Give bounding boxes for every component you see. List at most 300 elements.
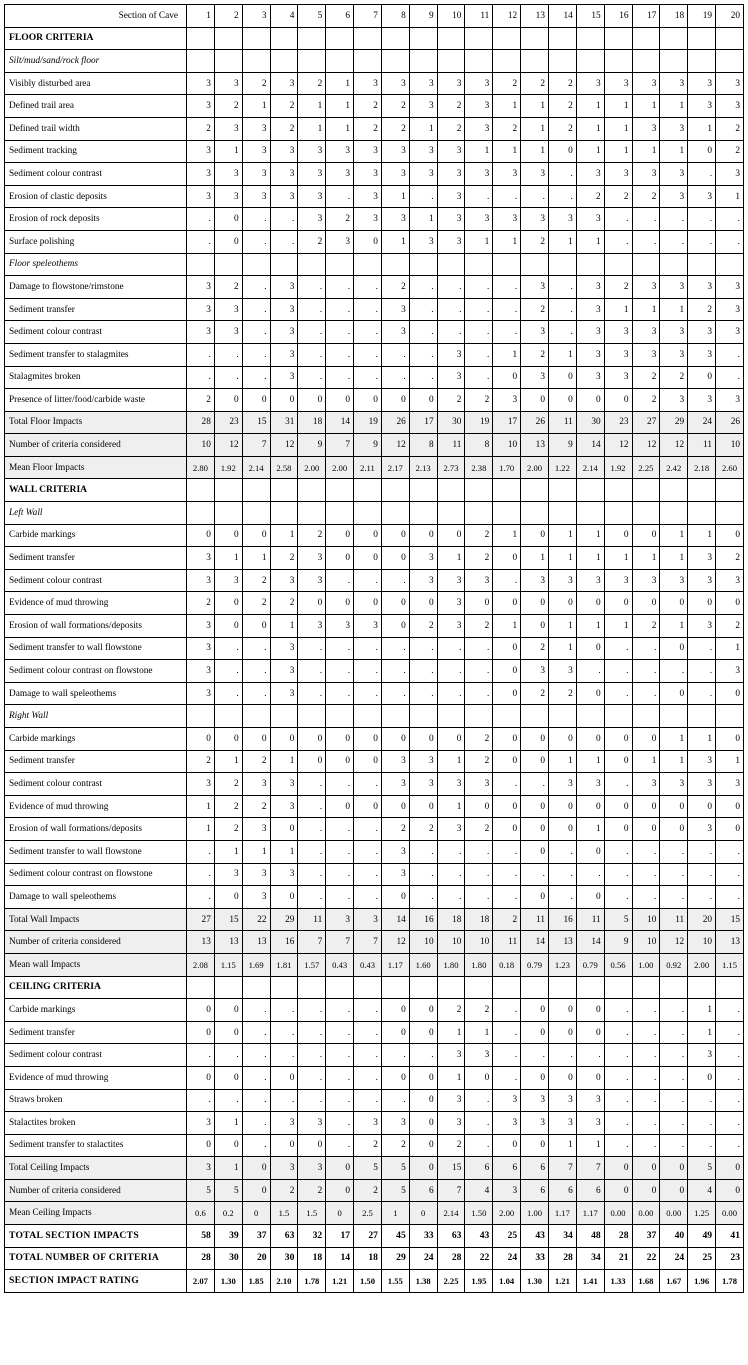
cell-value: 2	[409, 818, 437, 841]
cell-value: 4	[465, 1179, 493, 1202]
cell-value: .	[187, 863, 215, 886]
cell-value	[381, 705, 409, 728]
cell-value: 3	[298, 140, 326, 163]
cell-value: .	[326, 276, 354, 299]
criteria-row	[5, 298, 744, 321]
cell-value: 0	[187, 1066, 215, 1089]
cell-value: 6	[548, 1179, 576, 1202]
cell-value: 2	[214, 276, 242, 299]
cell-value: 3	[688, 276, 716, 299]
criteria-row	[5, 524, 744, 547]
cell-value: 3	[660, 72, 688, 95]
cell-value: 1	[604, 140, 632, 163]
cell-value: .	[688, 1134, 716, 1157]
criteria-row	[5, 592, 744, 615]
cell-value: 7	[326, 931, 354, 954]
cell-value: 0	[604, 1179, 632, 1202]
cell-value: .	[187, 343, 215, 366]
cell-value: .	[354, 773, 382, 796]
cell-value: 3	[409, 163, 437, 186]
cell-value: 1	[521, 547, 549, 570]
cell-value: 1.68	[632, 1270, 660, 1293]
cell-value	[437, 502, 465, 525]
cell-value: 2.14	[242, 456, 270, 479]
cell-value: 1.92	[604, 456, 632, 479]
cell-value: 1	[187, 795, 215, 818]
cell-value: 3	[354, 208, 382, 231]
cell-value: 12	[381, 434, 409, 457]
cell-value: 1	[242, 95, 270, 118]
cell-value: .	[604, 1044, 632, 1067]
cell-value: 3	[548, 208, 576, 231]
criteria-row	[5, 750, 744, 773]
cell-value: .	[187, 1044, 215, 1067]
cell-value	[326, 50, 354, 73]
cell-value: 1.69	[242, 953, 270, 976]
cell-value: 0	[521, 840, 549, 863]
cell-value: 3	[632, 773, 660, 796]
cell-value: .	[521, 185, 549, 208]
cell-value: 3	[298, 569, 326, 592]
cell-value: 1	[214, 1112, 242, 1135]
cell-value: .	[632, 840, 660, 863]
cell-value	[270, 976, 298, 999]
cell-value	[632, 253, 660, 276]
header-label: Section of Cave	[5, 5, 187, 28]
cell-value: .	[437, 840, 465, 863]
cell-value: 27	[632, 411, 660, 434]
cell-value	[242, 50, 270, 73]
cell-value: 39	[214, 1225, 242, 1248]
cell-value: 3	[576, 298, 604, 321]
cell-value: .	[242, 1044, 270, 1067]
cell-value: 0.43	[326, 953, 354, 976]
summary-row	[5, 1202, 744, 1225]
criteria-row	[5, 185, 744, 208]
cell-value: 34	[548, 1225, 576, 1248]
cell-value: .	[493, 773, 521, 796]
cell-value	[688, 479, 716, 502]
cell-value: 0	[493, 660, 521, 683]
cell-value: 2	[409, 615, 437, 638]
cell-value: 1	[270, 750, 298, 773]
cell-value: 0	[381, 592, 409, 615]
row-label: FLOOR CRITERIA	[5, 27, 187, 50]
cell-value: 1.21	[548, 1270, 576, 1293]
row-label: Sediment colour contrast	[5, 569, 187, 592]
cell-value	[409, 27, 437, 50]
cell-value: 3	[187, 1112, 215, 1135]
cell-value: 1	[242, 840, 270, 863]
cell-value: 11	[548, 411, 576, 434]
cell-value: 0	[326, 1157, 354, 1180]
cell-value: 43	[465, 1225, 493, 1248]
cell-value: .	[716, 208, 744, 231]
cell-value: 18	[298, 411, 326, 434]
cell-value: 1	[632, 547, 660, 570]
cell-value: 3	[465, 1044, 493, 1067]
cell-value: .	[298, 795, 326, 818]
cell-value: .	[187, 230, 215, 253]
row-label: Defined trail width	[5, 117, 187, 140]
cell-value: 17	[409, 411, 437, 434]
criteria-row	[5, 389, 744, 412]
cell-value: 1.21	[326, 1270, 354, 1293]
cell-value: 1	[632, 140, 660, 163]
cell-value	[604, 976, 632, 999]
cell-value: 3	[632, 163, 660, 186]
cell-value: 3	[242, 886, 270, 909]
cell-value: .	[298, 886, 326, 909]
summary-row	[5, 931, 744, 954]
cell-value: 24	[688, 411, 716, 434]
cell-value: 3	[187, 637, 215, 660]
cell-value	[632, 50, 660, 73]
cell-value	[437, 253, 465, 276]
row-label: Left Wall	[5, 502, 187, 525]
cell-value: 3	[381, 321, 409, 344]
cell-value: 10	[465, 931, 493, 954]
cell-value: 12	[632, 434, 660, 457]
cell-value: 2.60	[716, 456, 744, 479]
cell-value: 2	[521, 298, 549, 321]
cell-value: .	[270, 1021, 298, 1044]
cell-value	[187, 27, 215, 50]
cell-value: .	[326, 1044, 354, 1067]
cell-value: 19	[354, 411, 382, 434]
criteria-row	[5, 682, 744, 705]
cell-value: 2	[604, 276, 632, 299]
cell-value: 3	[521, 276, 549, 299]
cell-value: 1	[548, 637, 576, 660]
cell-value: 2	[437, 1134, 465, 1157]
cell-value: 0	[632, 728, 660, 751]
cell-value: 3	[688, 773, 716, 796]
cell-value: .	[326, 863, 354, 886]
cell-value: 0	[604, 592, 632, 615]
cell-value: 1	[437, 750, 465, 773]
cell-value: 3	[381, 140, 409, 163]
cell-value: 7	[326, 434, 354, 457]
cell-value	[632, 27, 660, 50]
cell-value: 1	[548, 750, 576, 773]
criteria-row	[5, 140, 744, 163]
cell-value: 0	[187, 524, 215, 547]
cell-value: 15	[242, 411, 270, 434]
cell-value: 2	[688, 298, 716, 321]
cell-value: .	[354, 682, 382, 705]
cell-value	[660, 705, 688, 728]
cell-value: 0.79	[576, 953, 604, 976]
cell-value	[409, 50, 437, 73]
cell-value: 0	[493, 592, 521, 615]
cell-value: 3	[187, 163, 215, 186]
cell-value: .	[298, 682, 326, 705]
cell-value: 1	[688, 1021, 716, 1044]
cell-value: .	[242, 637, 270, 660]
cell-value: 0	[548, 818, 576, 841]
cell-value: 0	[381, 886, 409, 909]
criteria-row	[5, 276, 744, 299]
cell-value: .	[493, 1044, 521, 1067]
cell-value: 0	[521, 1134, 549, 1157]
cell-value: .	[465, 185, 493, 208]
cell-value	[270, 705, 298, 728]
cell-value: 3	[548, 1112, 576, 1135]
cell-value: .	[187, 208, 215, 231]
cell-value: 0	[381, 1021, 409, 1044]
cell-value: .	[604, 1134, 632, 1157]
summary-row	[5, 434, 744, 457]
cell-value: 12	[660, 434, 688, 457]
cell-value: .	[242, 1134, 270, 1157]
cell-value	[214, 479, 242, 502]
cell-value: 0	[688, 140, 716, 163]
cell-value: 3	[270, 863, 298, 886]
cell-value: 0	[548, 999, 576, 1022]
cell-value: .	[409, 886, 437, 909]
subsection-heading-row	[5, 50, 744, 73]
cell-value: 0	[660, 818, 688, 841]
cell-value	[298, 479, 326, 502]
cell-value: 3	[660, 163, 688, 186]
cell-value: 2	[326, 208, 354, 231]
cell-value: 0	[604, 818, 632, 841]
cell-value: 0	[465, 1066, 493, 1089]
cell-value: .	[716, 886, 744, 909]
cell-value: 19	[465, 411, 493, 434]
cell-value: 1	[660, 524, 688, 547]
cell-value: .	[688, 208, 716, 231]
row-label: TOTAL NUMBER OF CRITERIA	[5, 1247, 187, 1270]
cell-value: 3	[187, 140, 215, 163]
cell-value	[521, 479, 549, 502]
cell-value: 1	[660, 547, 688, 570]
cell-value	[548, 27, 576, 50]
cell-value: 30	[576, 411, 604, 434]
cell-value: 0	[187, 1134, 215, 1157]
cell-value: 0	[576, 999, 604, 1022]
cell-value: 3	[632, 276, 660, 299]
cell-value	[242, 479, 270, 502]
cell-value: 2	[604, 185, 632, 208]
cell-value: 3	[381, 1112, 409, 1135]
cell-value: 1	[688, 728, 716, 751]
cell-value: 0	[688, 1066, 716, 1089]
cell-value: .	[409, 637, 437, 660]
cell-value: 2	[465, 818, 493, 841]
cell-value: 0	[298, 389, 326, 412]
cell-value: 2	[187, 592, 215, 615]
cell-value	[270, 50, 298, 73]
cell-value: 0	[521, 795, 549, 818]
cell-value: 3	[298, 163, 326, 186]
cell-value: 0	[493, 728, 521, 751]
cell-value: 1.55	[381, 1270, 409, 1293]
row-label: Sediment transfer to wall flowstone	[5, 637, 187, 660]
cell-value: 0.56	[604, 953, 632, 976]
cell-value: 1	[187, 818, 215, 841]
row-label: Erosion of wall formations/deposits	[5, 615, 187, 638]
cell-value	[187, 253, 215, 276]
cell-value: 3	[214, 185, 242, 208]
cell-value	[326, 479, 354, 502]
cell-value: 0	[354, 547, 382, 570]
cell-value: 3	[409, 230, 437, 253]
cell-value: 0	[604, 728, 632, 751]
cell-value	[688, 976, 716, 999]
cell-value: 1	[270, 524, 298, 547]
cell-value: .	[326, 185, 354, 208]
cell-value: 3	[548, 569, 576, 592]
cell-value: 3	[604, 569, 632, 592]
cell-value: 1.60	[409, 953, 437, 976]
cell-value	[493, 976, 521, 999]
cell-value: 2	[242, 795, 270, 818]
cell-value: 1	[521, 140, 549, 163]
cell-value: 6	[521, 1157, 549, 1180]
cell-value	[521, 502, 549, 525]
cell-value	[381, 976, 409, 999]
cell-value: 3	[493, 389, 521, 412]
cell-value: 0	[521, 592, 549, 615]
cell-value: 3	[632, 343, 660, 366]
cell-value: 0	[576, 682, 604, 705]
cell-value: .	[548, 886, 576, 909]
cell-value: 0	[214, 524, 242, 547]
cell-value: 0	[381, 795, 409, 818]
cell-value	[548, 705, 576, 728]
cell-value	[298, 27, 326, 50]
cell-value: 3	[688, 72, 716, 95]
cell-value: 0	[214, 1134, 242, 1157]
cell-value: .	[604, 1112, 632, 1135]
cell-value: .	[242, 1066, 270, 1089]
cell-value: 2.00	[298, 456, 326, 479]
cell-value: 1	[604, 547, 632, 570]
cell-value: 1	[576, 750, 604, 773]
cell-value: 3	[242, 140, 270, 163]
cell-value: 0	[326, 1179, 354, 1202]
cell-value: .	[465, 682, 493, 705]
cell-value: 3	[409, 547, 437, 570]
cell-value: .	[632, 660, 660, 683]
criteria-row	[5, 343, 744, 366]
cell-value	[298, 50, 326, 73]
row-label: Stalactites broken	[5, 1112, 187, 1135]
cell-value: 6	[465, 1157, 493, 1180]
summary-row	[5, 908, 744, 931]
cell-value: 3	[437, 366, 465, 389]
cell-value: 0	[214, 389, 242, 412]
cell-value: 0	[270, 1134, 298, 1157]
cell-value: 3	[187, 1157, 215, 1180]
cell-value: 0	[660, 1157, 688, 1180]
cell-value: 3	[381, 750, 409, 773]
cell-value: 24	[660, 1247, 688, 1270]
cell-value: 29	[381, 1247, 409, 1270]
cell-value: 1	[576, 1134, 604, 1157]
cell-value: .	[493, 321, 521, 344]
cell-value: 3	[576, 208, 604, 231]
cell-value: 0	[354, 524, 382, 547]
cell-value: 15	[214, 908, 242, 931]
cell-value: 32	[298, 1225, 326, 1248]
cell-value: 2.00	[688, 953, 716, 976]
cell-value: .	[326, 660, 354, 683]
cell-value: .	[660, 999, 688, 1022]
cell-value: 0.18	[493, 953, 521, 976]
cell-value: .	[493, 1021, 521, 1044]
cell-value: 1	[632, 298, 660, 321]
cell-value: 3	[326, 908, 354, 931]
cell-value: .	[688, 1112, 716, 1135]
cell-value: 3	[604, 321, 632, 344]
row-label: Sediment colour contrast	[5, 163, 187, 186]
cell-value: 18	[354, 1247, 382, 1270]
row-label: Sediment colour contrast	[5, 1044, 187, 1067]
cell-value: .	[409, 185, 437, 208]
cell-value	[242, 27, 270, 50]
cell-value	[214, 253, 242, 276]
cell-value: 1	[465, 140, 493, 163]
cell-value: .	[298, 999, 326, 1022]
cell-value: 1.30	[521, 1270, 549, 1293]
cell-value: 1	[409, 117, 437, 140]
cell-value: 3	[604, 343, 632, 366]
criteria-row	[5, 637, 744, 660]
cell-value: 10	[187, 434, 215, 457]
cell-value: 3	[688, 569, 716, 592]
cell-value: .	[660, 208, 688, 231]
cell-value: .	[242, 1089, 270, 1112]
cell-value: 3	[576, 1112, 604, 1135]
cell-value: .	[437, 682, 465, 705]
cell-value: .	[354, 1066, 382, 1089]
cell-value: 0	[660, 1179, 688, 1202]
cell-value	[548, 50, 576, 73]
cell-value: 3	[493, 1089, 521, 1112]
cell-value: 1	[660, 140, 688, 163]
cell-value: 0	[409, 592, 437, 615]
cell-value: .	[326, 1112, 354, 1135]
cell-value	[326, 27, 354, 50]
cell-value: 3	[521, 1089, 549, 1112]
cell-value: 3	[437, 163, 465, 186]
cell-value: 3	[688, 547, 716, 570]
cell-value: 14	[576, 931, 604, 954]
cell-value: 3	[187, 615, 215, 638]
row-label: Damage to wall speleothems	[5, 682, 187, 705]
cell-value: .	[548, 185, 576, 208]
cell-value: 3	[298, 1157, 326, 1180]
cell-value: 1.92	[214, 456, 242, 479]
cell-value: 1	[576, 818, 604, 841]
cell-value: .	[521, 863, 549, 886]
cell-value: 2	[437, 999, 465, 1022]
cell-value: .	[493, 276, 521, 299]
cell-value: .	[576, 660, 604, 683]
cell-value: 2	[381, 1134, 409, 1157]
cell-value: 1	[465, 230, 493, 253]
criteria-row	[5, 615, 744, 638]
cell-value: 6	[493, 1157, 521, 1180]
cell-value	[660, 502, 688, 525]
cell-value	[493, 479, 521, 502]
cell-value: 2	[548, 682, 576, 705]
cell-value: 28	[187, 1247, 215, 1270]
cell-value: 0	[632, 795, 660, 818]
